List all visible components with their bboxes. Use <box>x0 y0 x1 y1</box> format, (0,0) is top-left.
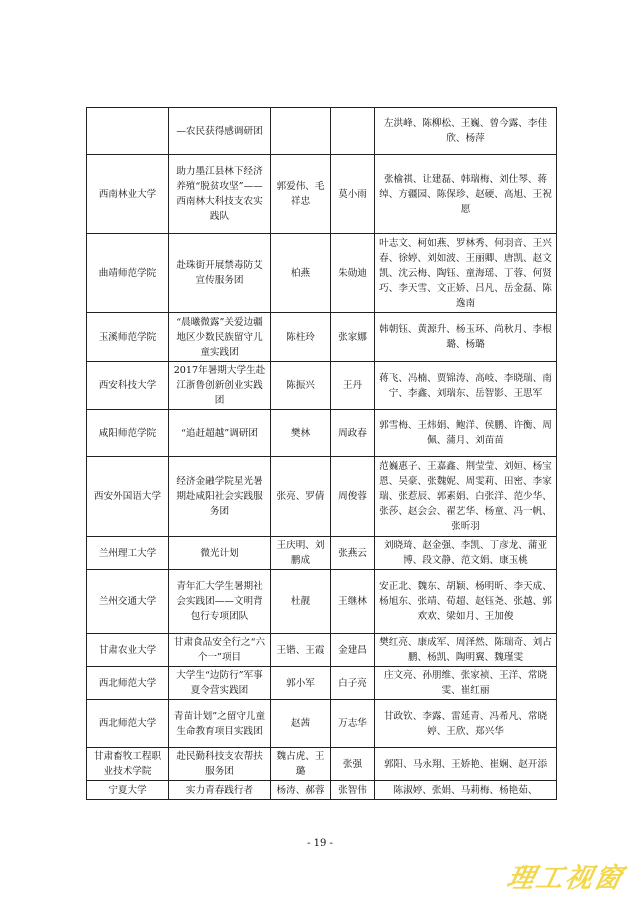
school-cell: 曲靖师范学院 <box>87 234 169 313</box>
table-row <box>87 108 557 155</box>
teacher-cell: 王丹 <box>331 362 375 410</box>
table-row <box>87 313 557 362</box>
members-cell: 张榆祺、让建磊、韩瑞梅、刘仕琴、蒋绰、方疆园、陈保珍、赵硬、高旭、王祝愿 <box>375 155 557 234</box>
table-row <box>87 537 557 570</box>
members-cell: 郭雪梅、王炜娟、鲍洋、侯鹏、许衡、周佩、蒲月、刘苗苗 <box>375 410 557 457</box>
school-cell: 宁夏大学 <box>87 781 169 800</box>
members-cell: 叶志文、柯如燕、罗林秀、何羽音、王兴春、徐婷、刘如波、王丽卿、唐凯、赵文凯、沈云梅、陶钰、童海瑶、丁蓉、何贤巧、李天雪、文正娇、吕凡、岳金磊、陈逸南 <box>375 234 557 313</box>
school-cell: 西安科技大学 <box>87 362 169 410</box>
table-row <box>87 234 557 313</box>
teacher-cell: 张智伟 <box>331 781 375 800</box>
project-cell: 2017年暑期大学生赴江浙鲁创新创业实践团 <box>169 362 271 410</box>
leader-cell: 陈振兴 <box>271 362 331 410</box>
leader-cell: 郭爱伟、毛祥忠 <box>271 155 331 234</box>
school-cell: 兰州交通大学 <box>87 570 169 634</box>
project-cell: 经济金融学院星光暑期赴咸阳社会实践服务团 <box>169 457 271 537</box>
school-cell <box>87 108 169 155</box>
table-row <box>87 457 557 537</box>
leader-cell: 赵茜 <box>271 700 331 748</box>
table-row <box>87 781 557 800</box>
project-cell: “追赶超越”调研团 <box>169 410 271 457</box>
leader-cell: 魏占虎、王璐 <box>271 748 331 781</box>
teacher-cell: 张燕云 <box>331 537 375 570</box>
table-row <box>87 748 557 781</box>
school-cell: 西北师范大学 <box>87 700 169 748</box>
school-cell: 玉溪师范学院 <box>87 313 169 362</box>
teacher-cell: 王继林 <box>331 570 375 634</box>
leader-cell: 王锴、王霞 <box>271 634 331 667</box>
table-row <box>87 667 557 700</box>
leader-cell: 樊林 <box>271 410 331 457</box>
project-cell: “晨曦微露”关爱边疆地区少数民族留守儿童实践团 <box>169 313 271 362</box>
school-cell: 西安外国语大学 <box>87 457 169 537</box>
members-cell: 蒋飞、冯楠、贾锦涛、高岐、李晓瑞、南宁、李鑫、刘瑞东、岳智影、王思军 <box>375 362 557 410</box>
members-cell: 安正北、魏东、胡颖、杨明昕、李天成、杨旭东、张靖、荀超、赵钰尧、张越、郭欢欢、梁如月、王加俊 <box>375 570 557 634</box>
teacher-cell: 金建昌 <box>331 634 375 667</box>
project-cell: 助力墨江县林下经济养殖“脱贫攻坚”——西南林大科技支农实践队 <box>169 155 271 234</box>
teacher-cell: 周政春 <box>331 410 375 457</box>
school-cell: 西南林业大学 <box>87 155 169 234</box>
project-cell: 赴珠街开展禁毒防艾宣传服务团 <box>169 234 271 313</box>
teacher-cell: 朱勋迪 <box>331 234 375 313</box>
members-cell: 庄文亮、孙朋维、张家祯、王洋、常晓雯、崔红丽 <box>375 667 557 700</box>
members-cell: 郭阳、马永翔、王娇艳、崔娴、赵开添 <box>375 748 557 781</box>
school-cell: 咸阳师范学院 <box>87 410 169 457</box>
table-row <box>87 155 557 234</box>
project-cell: 青苗计划”之留守儿童生命教育项目实践团 <box>169 700 271 748</box>
school-cell: 西北师范大学 <box>87 667 169 700</box>
school-cell: 兰州理工大学 <box>87 537 169 570</box>
members-cell: 韩朝钰、黄源升、杨玉环、尚秋月、李根璐、杨璐 <box>375 313 557 362</box>
table-row <box>87 700 557 748</box>
project-cell: 赴民勤科技支农帮扶服务团 <box>169 748 271 781</box>
teacher-cell <box>331 108 375 155</box>
teacher-cell: 张强 <box>331 748 375 781</box>
project-cell: 实力青春践行者 <box>169 781 271 800</box>
project-cell: 大学生“边防行”军事夏令营实践团 <box>169 667 271 700</box>
members-cell: 范巍惠子、王嘉鑫、荆莹莹、刘姮、杨宝恩、吴豪、张魏妮、周雯莉、田密、李家瑞、张惹辰、郭素娟、白张洋、范少华、张莎、赵会会、翟艺华、杨童、冯一帆、张昕羽 <box>375 457 557 537</box>
practice-team-table <box>86 107 557 800</box>
project-cell: —农民获得感调研团 <box>169 108 271 155</box>
teacher-cell: 白子亮 <box>331 667 375 700</box>
leader-cell: 杜靓 <box>271 570 331 634</box>
leader-cell: 陈柱玲 <box>271 313 331 362</box>
school-cell: 甘肃畜牧工程职业技术学院 <box>87 748 169 781</box>
page-number: - 19 - <box>307 838 333 849</box>
school-cell: 甘肃农业大学 <box>87 634 169 667</box>
leader-cell: 柏燕 <box>271 234 331 313</box>
leader-cell: 杨涛、郝蓉 <box>271 781 331 800</box>
table-row <box>87 570 557 634</box>
members-cell: 甘政钦、李露、雷延青、冯希凡、常晓婷、王欣、郑兴华 <box>375 700 557 748</box>
project-cell: 甘肃食品安全行之“六个一”项目 <box>169 634 271 667</box>
teacher-cell: 张家娜 <box>331 313 375 362</box>
project-cell: 微光计划 <box>169 537 271 570</box>
table-row <box>87 410 557 457</box>
watermark-logo: 理工视窗 <box>504 863 627 894</box>
teacher-cell: 万志华 <box>331 700 375 748</box>
members-cell: 刘晓琦、赵金强、李凯、丁彦龙、蒲亚博、段文静、范文娟、康玉桃 <box>375 537 557 570</box>
leader-cell: 张亮、罗倩 <box>271 457 331 537</box>
leader-cell: 王庆明、刘鹏成 <box>271 537 331 570</box>
table-row <box>87 362 557 410</box>
members-cell: 左洪峰、陈柳松、王巍、曾今露、李佳欣、杨萍 <box>375 108 557 155</box>
leader-cell <box>271 108 331 155</box>
members-cell: 陈淑婷、张娟、马莉梅、杨艳茹、 <box>375 781 557 800</box>
teacher-cell: 莫小雨 <box>331 155 375 234</box>
leader-cell: 郭小军 <box>271 667 331 700</box>
project-cell: 青年汇大学生暑期社会实践团——文明背包行专项团队 <box>169 570 271 634</box>
members-cell: 樊红亮、康成军、周泽然、陈瑞奇、刘占鹏、杨凯、陶明翼、魏瑾雯 <box>375 634 557 667</box>
table-row <box>87 634 557 667</box>
teacher-cell: 周俊蓉 <box>331 457 375 537</box>
